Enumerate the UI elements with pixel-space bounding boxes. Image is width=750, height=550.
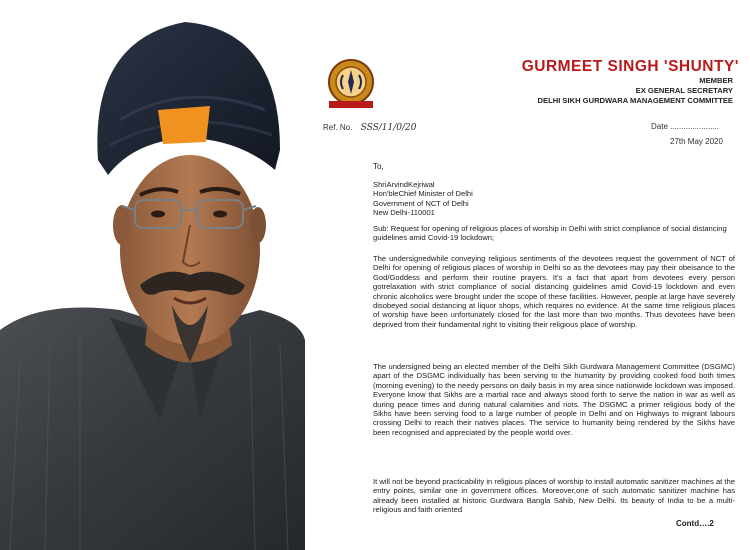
reference-number [323, 123, 417, 133]
continued-marker: Contd….2 [676, 519, 714, 528]
address-line: Hon'bleChief Minister of Delhi [373, 189, 473, 199]
letterhead-member: MEMBER [699, 76, 733, 85]
address-line: ShriArvindKejriwal [373, 180, 435, 189]
salutation-to: To, [373, 162, 384, 171]
portrait-photo [0, 0, 305, 550]
paragraph-3: It will not be beyond practicability in religious places of worship to install automatic sanitizer machines at the entry points, similar one in government offices. Moreover,one of such automatic sanitizer machine has already been installed at historic Gurdwara Bangla Sahib, New Delhi. Its beauty of India to be a multi-religious and faith oriented [373, 477, 735, 515]
paragraph-2: The undersigned being an elected member of the Delhi Sikh Gurdwara Management Committee (DSGMC) apart of the DSGMC individually has been serving to the humanity by providing cooked food both times (morning evening) to the needy persons on daily basis in my area since nationwide lockdown was imposed. Everyone know that Sikhs are a martial race and always stood forth to serve the nation in war as well as during peace times and during natural calamities and riots. The DSGMC a primer religious body of the Sikhs have been serving food to a large number of people in Delhi and on Highways to migrant labours crossing Delhi to reach their natives places. The service to humanity being rendered by the Sikhs have been recognised and appreciated by the people world over. [373, 362, 735, 437]
letter-subject: Sub: Request for opening of religious places of worship in Delhi with strict compliance of social distancing guidelines amid Covid-19 lockdown; [373, 224, 727, 243]
dsgmc-seal-logo [321, 57, 381, 111]
letterhead-name: GURMEET SINGH 'SHUNTY' [521, 58, 739, 75]
paragraph-1: The undersignedwhile conveying religious sentiments of the devotees request the government of NCT of Delhi for opening of religious places of worship in Delhi so as the devotees may pay their obeisance to the God/Goddess and perform their routine prayers. It's a fact that apart from devotees every person gotrelaxation with strict compliance of social distancing guidelines amid Covid-19 lockdown and even chronic alcoholics were brought under the scope of these facilities. However, people at large have severely disobeyed social distancing at liquor shops, which requires no evidence. At the same time religious places of worship have been unfortunately closed for the last more than two months. Thus devotees have been deprived from their fundamental right to visiting their religious place of worship. [373, 254, 735, 329]
address-line: New Delhi-110001 [373, 207, 435, 217]
letterhead-designation: EX GENERAL SECRETARY [635, 86, 733, 95]
recipient-address [373, 180, 473, 217]
letter-page [305, 0, 750, 550]
letterhead-organisation: DELHI SIKH GURDWARA MANAGEMENT COMMITTEE [537, 96, 733, 105]
reference-value: SSS/11/0/20 [360, 123, 417, 133]
address-line: Government of NCT of Delhi [373, 198, 469, 208]
date-value: 27th May 2020 [670, 137, 723, 146]
portrait-illustration [0, 0, 305, 550]
date-label: Date ...................... [651, 122, 720, 131]
reference-label: Ref. No. [323, 123, 353, 132]
